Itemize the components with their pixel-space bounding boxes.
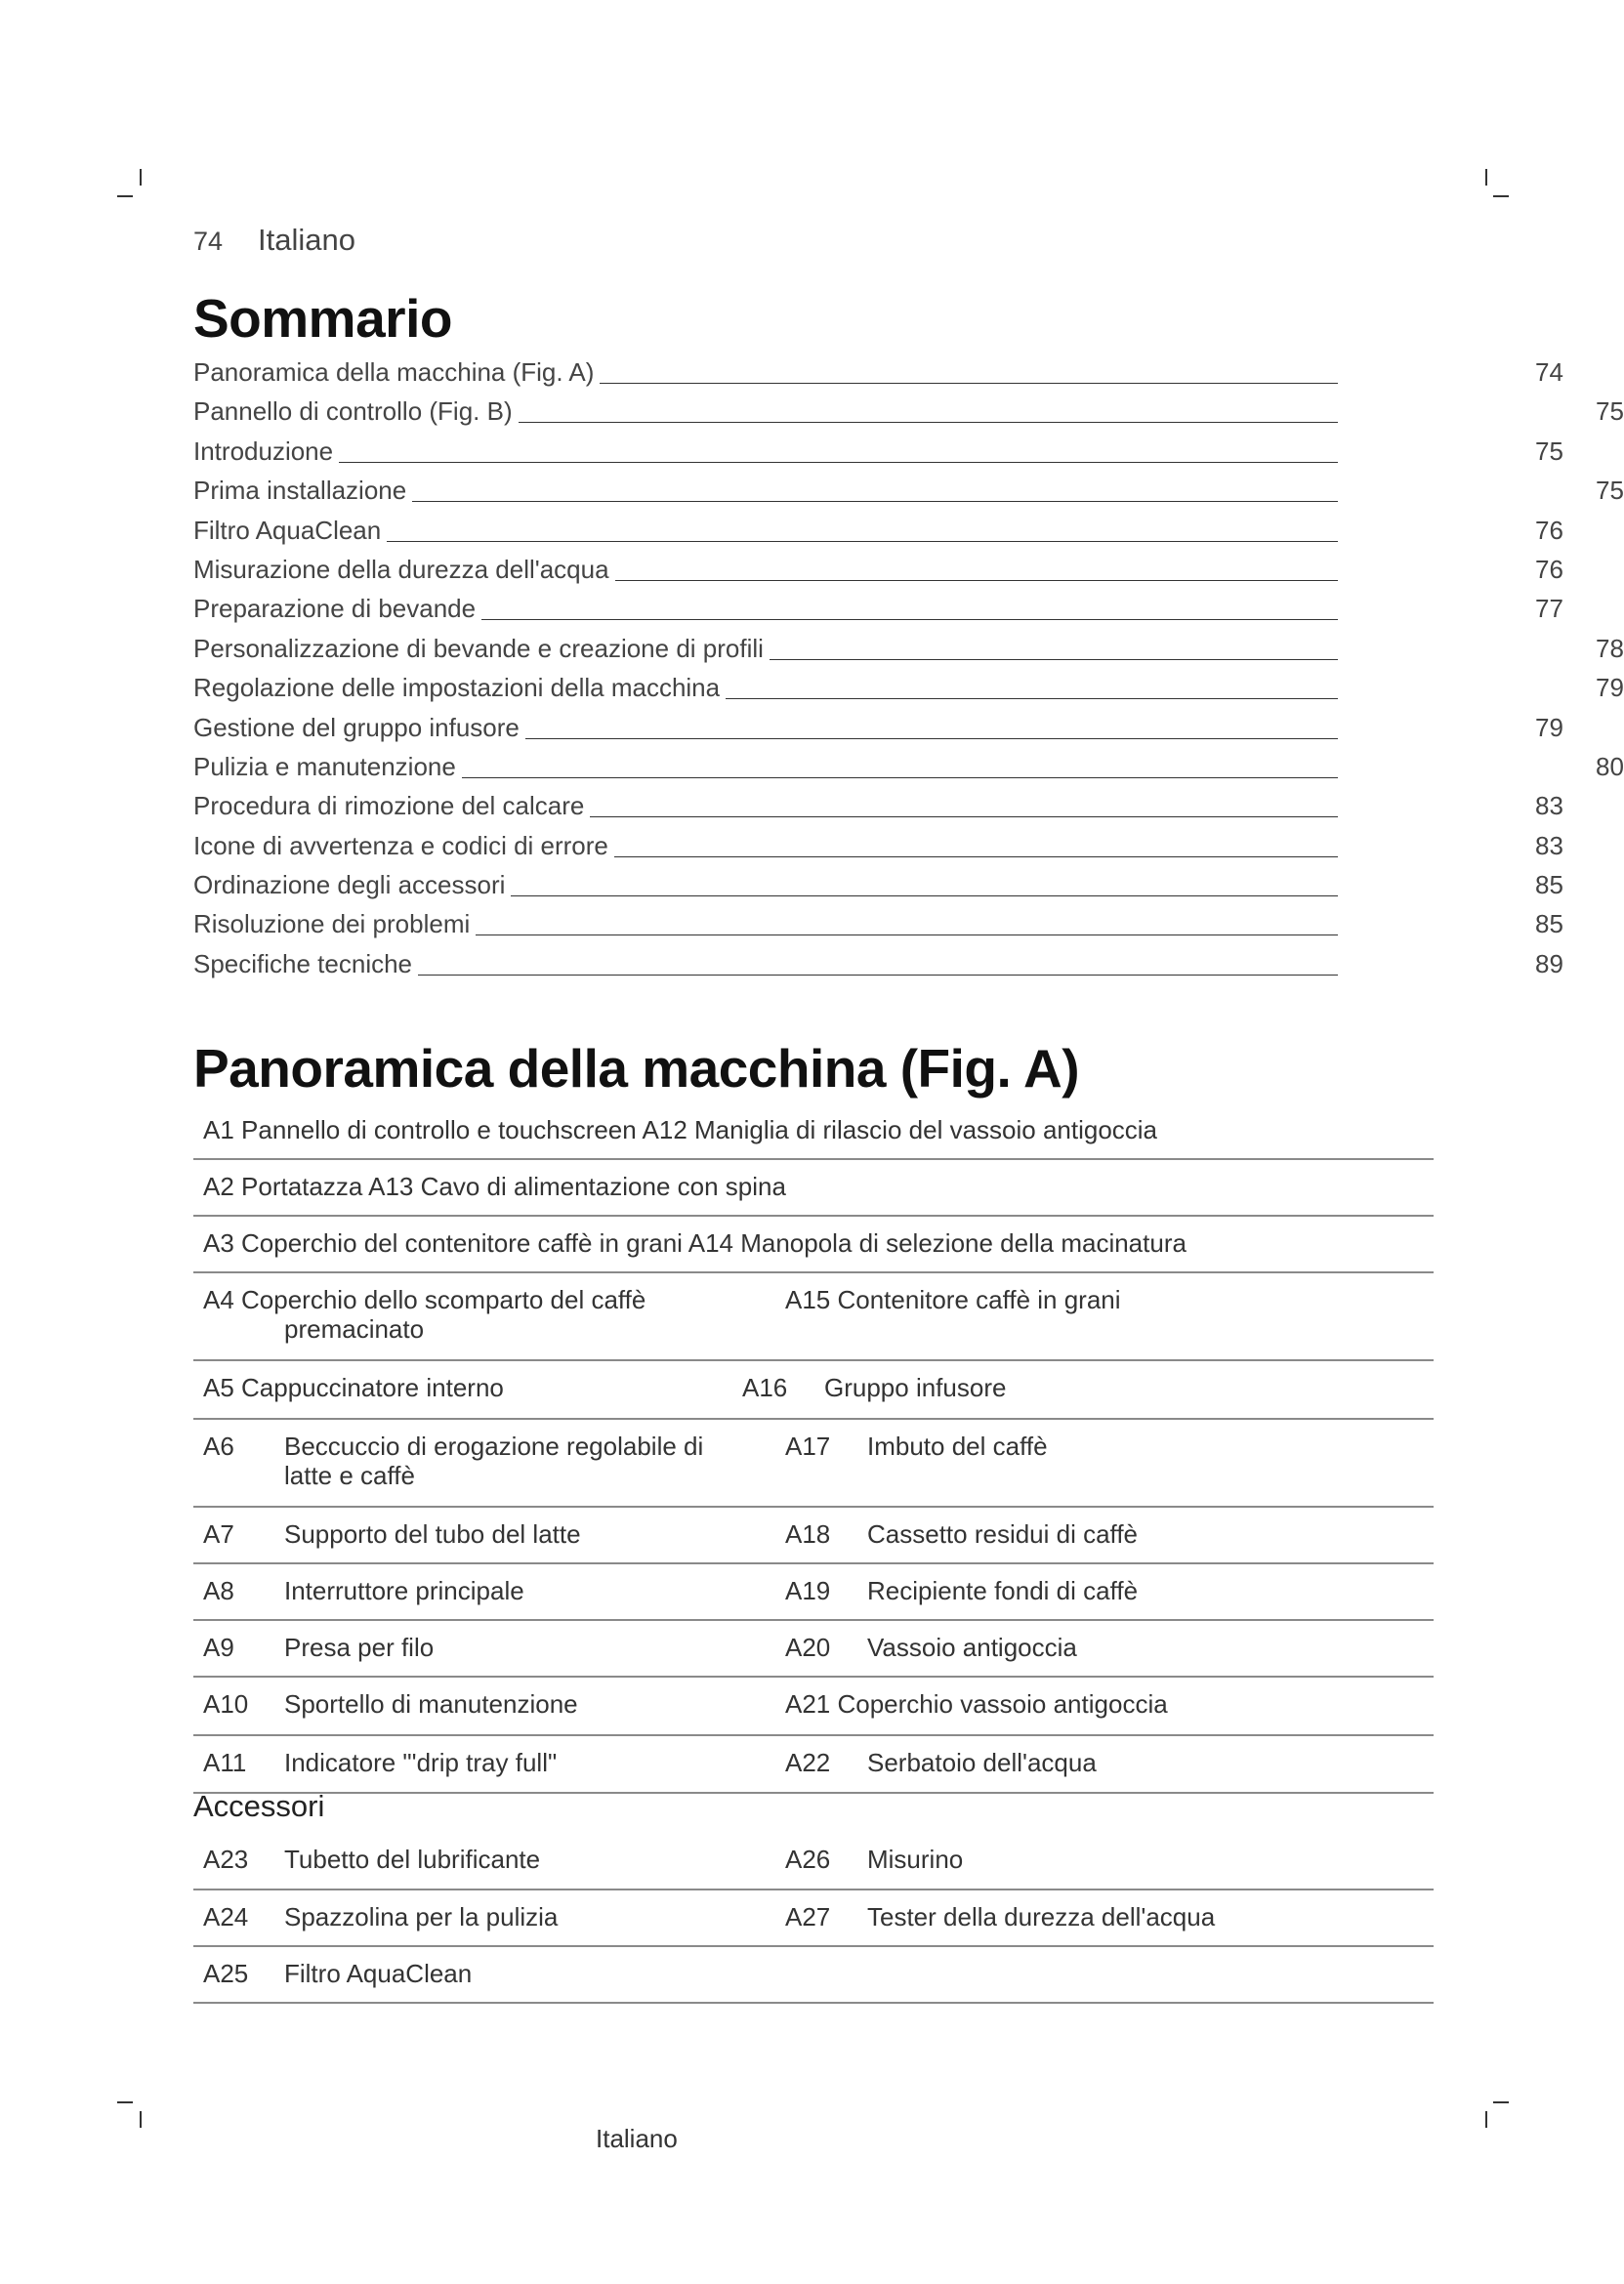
toc-entry-page: 75 <box>1596 396 1624 427</box>
toc-entry[interactable] <box>193 472 1624 511</box>
table-row <box>193 1833 1434 1890</box>
crop-mark <box>1493 195 1509 197</box>
page-number: 74 <box>193 227 224 256</box>
item-label: Indicatore "'drip tray full" <box>284 1748 558 1777</box>
item-label: Imbuto del caffè <box>867 1432 1048 1461</box>
toc-entry[interactable] <box>193 827 1563 866</box>
item-label: Cassetto residui di caffè <box>867 1519 1138 1549</box>
crop-mark <box>1485 2111 1487 2128</box>
crop-mark <box>1493 2101 1509 2103</box>
item-code: A7 <box>203 1519 234 1549</box>
table-row <box>193 1947 1434 2004</box>
item-label-continued: premacinato <box>284 1314 425 1344</box>
toc-entry-title: Filtro AquaClean <box>193 516 387 546</box>
toc-entry-title: Prima installazione <box>193 476 412 506</box>
item-code: A23 <box>203 1845 249 1874</box>
toc-entry-title: Introduzione <box>193 436 339 467</box>
toc-entry-page: 76 <box>1535 515 1563 545</box>
item-code: A9 <box>203 1633 234 1662</box>
table-row <box>193 1736 1434 1794</box>
item-code: A27 <box>785 1902 831 1931</box>
item-code: A18 <box>785 1519 831 1549</box>
item-code: A10 <box>203 1689 249 1719</box>
toc-entry-page: 83 <box>1535 791 1563 821</box>
item-code: A21 Coperchio vassoio antigoccia <box>785 1689 1168 1719</box>
table-row <box>193 1103 1434 1160</box>
item-code: A15 Contenitore caffè in grani <box>785 1285 1121 1314</box>
toc-entry[interactable] <box>193 748 1624 787</box>
toc-entry-title: Regolazione delle impostazioni della macchina <box>193 673 726 703</box>
item-label: Serbatoio dell'acqua <box>867 1748 1097 1777</box>
item-code: A16 <box>742 1373 788 1402</box>
item-label: Tubetto del lubrificante <box>284 1845 541 1874</box>
toc-title: Sommario <box>193 288 452 349</box>
item-label: Beccuccio di erogazione regolabile di <box>284 1432 704 1461</box>
item-code: A22 <box>785 1748 831 1777</box>
table-row <box>193 1508 1434 1564</box>
toc-entry-title: Procedura di rimozione del calcare <box>193 791 590 821</box>
item-code: A24 <box>203 1902 249 1931</box>
item-code: A1 Pannello di controllo e touchscreen A12 Maniglia di rilascio del vassoio antigoccia <box>203 1115 1158 1144</box>
overview-title: Panoramica della macchina (Fig. A) <box>193 1038 1080 1099</box>
item-code: A6 <box>203 1432 234 1461</box>
item-label: Presa per filo <box>284 1633 435 1662</box>
table-row <box>193 1160 1434 1217</box>
table-row <box>193 1890 1434 1947</box>
table-of-contents <box>193 353 1624 984</box>
accessories-table <box>193 1833 1434 2004</box>
toc-entry[interactable] <box>193 393 1624 432</box>
item-code: A2 Portatazza A13 Cavo di alimentazione con spina <box>203 1172 786 1201</box>
table-row <box>193 1361 1434 1420</box>
toc-entry-page: 74 <box>1535 357 1563 387</box>
item-label: Tester della durezza dell'acqua <box>867 1902 1216 1931</box>
item-label: Gruppo infusore <box>824 1373 1007 1402</box>
table-row <box>193 1217 1434 1273</box>
toc-entry-title: Pannello di controllo (Fig. B) <box>193 396 519 427</box>
toc-entry[interactable] <box>193 433 1563 472</box>
toc-entry-title: Panoramica della macchina (Fig. A) <box>193 357 600 388</box>
toc-entry[interactable] <box>193 353 1563 393</box>
running-header <box>193 223 355 258</box>
toc-entry-title: Pulizia e manutenzione <box>193 752 462 782</box>
item-label: Recipiente fondi di caffè <box>867 1576 1139 1605</box>
toc-entry-page: 76 <box>1535 554 1563 584</box>
toc-entry-page: 75 <box>1535 436 1563 466</box>
toc-entry-title: Specifiche tecniche <box>193 949 418 979</box>
toc-entry[interactable] <box>193 551 1563 590</box>
item-code: A3 Coperchio del contenitore caffè in grani A14 Manopola di selezione della macinatura <box>203 1228 1187 1258</box>
toc-entry-title: Icone di avvertenza e codici di errore <box>193 831 614 861</box>
table-row <box>193 1420 1434 1508</box>
item-code: A25 <box>203 1959 249 1988</box>
item-code: A20 <box>785 1633 831 1662</box>
item-code: A19 <box>785 1576 831 1605</box>
toc-entry[interactable] <box>193 945 1563 984</box>
toc-entry-page: 79 <box>1596 673 1624 703</box>
toc-entry-title: Ordinazione degli accessori <box>193 870 511 900</box>
toc-entry-page: 83 <box>1535 830 1563 860</box>
toc-entry-page: 89 <box>1535 948 1563 978</box>
item-code: A26 <box>785 1845 831 1874</box>
item-code: A8 <box>203 1576 234 1605</box>
item-label: Misurino <box>867 1845 964 1874</box>
item-code: A11 <box>203 1748 247 1777</box>
item-code: A4 Coperchio dello scomparto del caffè <box>203 1285 646 1314</box>
crop-mark <box>140 2111 142 2128</box>
toc-entry-title: Gestione del gruppo infusore <box>193 713 525 743</box>
toc-entry-page: 85 <box>1535 870 1563 900</box>
toc-entry-page: 85 <box>1535 909 1563 939</box>
item-label: Supporto del tubo del latte <box>284 1519 581 1549</box>
toc-entry-page: 75 <box>1596 476 1624 506</box>
table-row <box>193 1564 1434 1621</box>
table-row <box>193 1678 1434 1736</box>
footer-language: Italiano <box>596 2124 678 2153</box>
crop-mark <box>117 195 133 197</box>
item-code: A5 Cappuccinatore interno <box>203 1373 504 1402</box>
toc-entry[interactable] <box>193 866 1563 905</box>
toc-entry[interactable] <box>193 590 1563 629</box>
item-label: Filtro AquaClean <box>284 1959 473 1988</box>
toc-entry[interactable] <box>193 669 1624 708</box>
table-row <box>193 1273 1434 1361</box>
toc-entry-page: 78 <box>1596 633 1624 663</box>
toc-leader-line <box>193 462 1338 463</box>
item-label: Spazzolina per la pulizia <box>284 1902 559 1931</box>
item-label: Interruttore principale <box>284 1576 524 1605</box>
toc-entry[interactable] <box>193 787 1563 826</box>
item-label: Vassoio antigoccia <box>867 1633 1077 1662</box>
toc-entry-page: 80 <box>1596 751 1624 781</box>
item-label-continued: latte e caffè <box>284 1461 415 1490</box>
toc-entry[interactable] <box>193 512 1563 551</box>
accessories-heading: Accessori <box>193 1789 325 1823</box>
toc-entry-title: Risoluzione dei problemi <box>193 909 476 939</box>
toc-entry-title: Personalizzazione di bevande e creazione di profili <box>193 634 770 664</box>
parts-table <box>193 1103 1434 1794</box>
item-code: A17 <box>785 1432 831 1461</box>
toc-entry-title: Misurazione della durezza dell'acqua <box>193 555 615 585</box>
toc-entry[interactable] <box>193 709 1563 748</box>
table-row <box>193 1621 1434 1678</box>
crop-mark <box>117 2101 133 2103</box>
toc-entry-page: 79 <box>1535 712 1563 742</box>
header-language: Italiano <box>258 223 355 257</box>
toc-entry[interactable] <box>193 630 1624 669</box>
toc-entry-title: Preparazione di bevande <box>193 594 481 624</box>
item-label: Sportello di manutenzione <box>284 1689 578 1719</box>
toc-entry[interactable] <box>193 905 1563 944</box>
toc-entry-page: 77 <box>1535 594 1563 624</box>
crop-mark <box>1485 169 1487 186</box>
crop-mark <box>140 169 142 186</box>
